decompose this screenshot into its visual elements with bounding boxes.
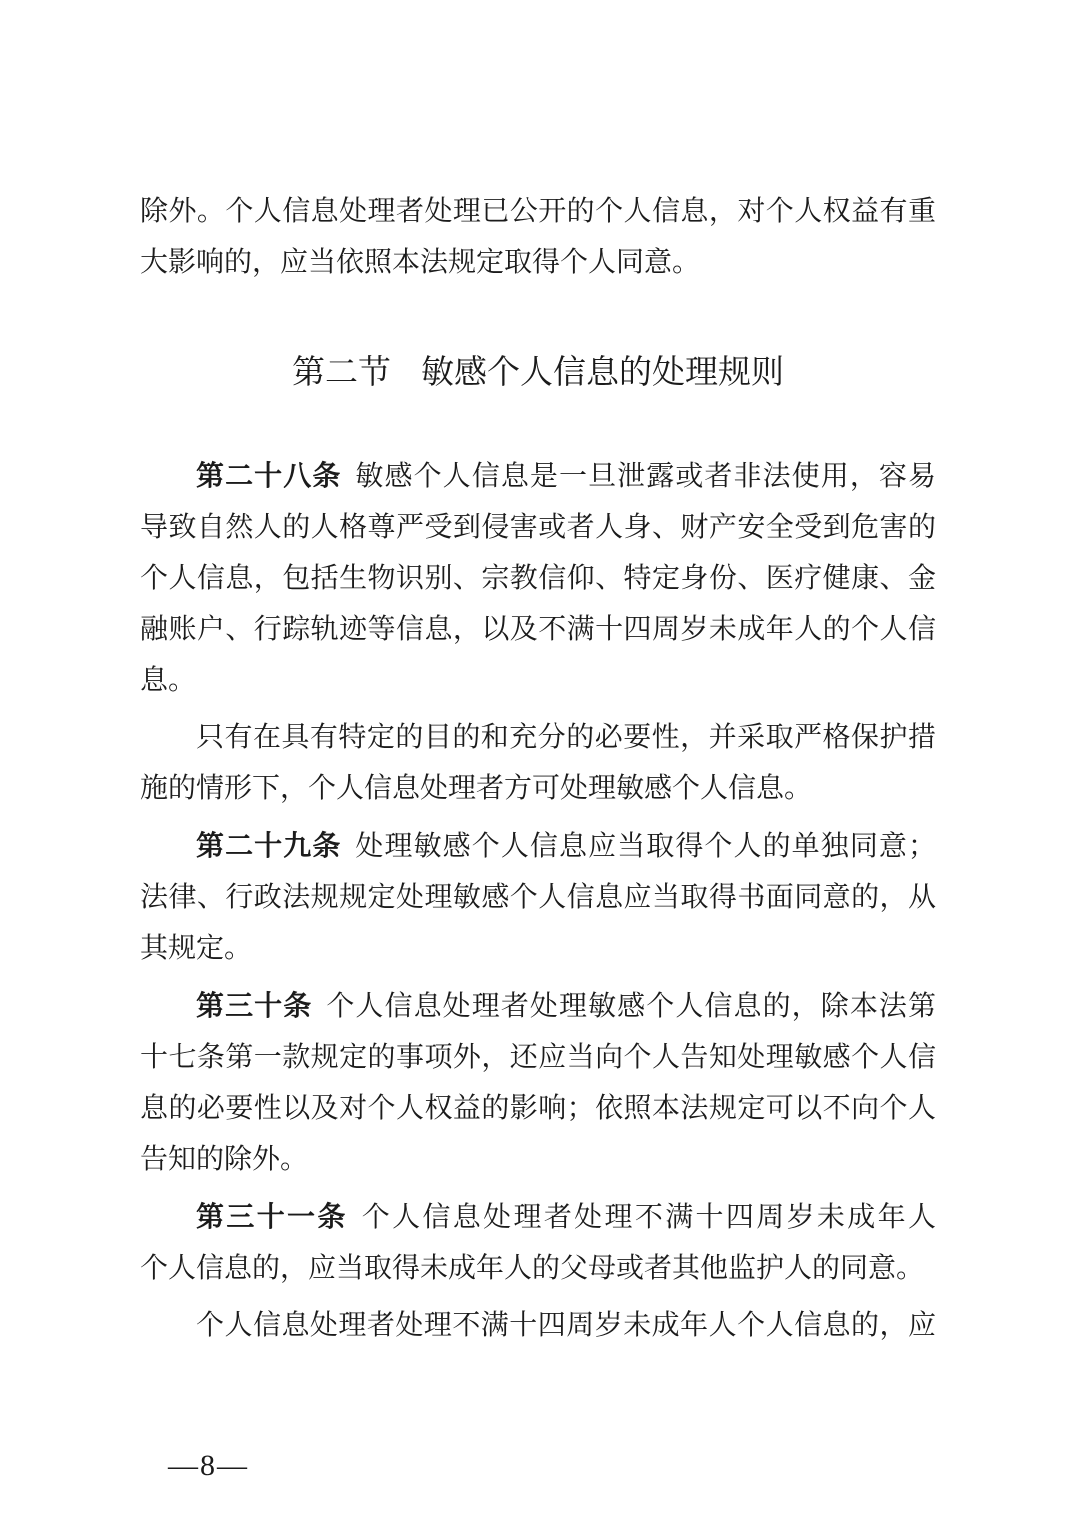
line-text: 大影响的，应当依照本法规定取得个人同意。 [140,247,701,278]
paragraph [140,1191,936,1294]
article-number: 第二十八条 [196,460,342,491]
text-line [140,502,936,553]
line-text: 十七条第一款规定的事项外，还应当向个人告知处理敏感个人信 [140,1042,936,1073]
document-content [140,186,936,1351]
line-text: 施的情形下，个人信息处理者方可处理敏感个人信息。 [140,773,813,804]
text-line [140,237,936,288]
text-line [140,820,936,872]
text-line [140,763,936,814]
section-number: 第二节 [292,355,391,391]
paragraph [140,820,936,974]
text-line [140,553,936,604]
article-number: 第三十一条 [196,1201,348,1232]
line-text: 除外。个人信息处理者处理已公开的个人信息，对个人权益有重 [140,196,936,227]
line-text: 个人信息，包括生物识别、宗教信仰、特定身份、医疗健康、金 [140,563,936,594]
line-text: 个人信息处理者处理不满十四周岁未成年人个人信息的，应 [196,1310,936,1341]
text-line [140,655,936,706]
text-line [140,604,936,655]
line-text: 融账户、行踪轨迹等信息，以及不满十四周岁未成年人的个人信 [140,614,936,645]
line-text: 息的必要性以及对个人权益的影响；依照本法规定可以不向个人 [140,1093,936,1124]
text-line [140,1243,936,1294]
section-title: 敏感个人信息的处理规则 [421,355,784,391]
text-line [140,450,936,502]
line-text: 个人信息处理者处理不满十四周岁未成年人 [361,1202,936,1233]
line-text: 个人信息处理者处理敏感个人信息的，除本法第 [326,991,936,1022]
paragraph [140,712,936,814]
line-text: 处理敏感个人信息应当取得个人的单独同意； [355,831,936,862]
text-line [140,186,936,237]
paragraph [140,186,936,288]
article-number: 第二十九条 [196,830,342,861]
paragraph [140,1300,936,1351]
text-line [140,1134,936,1185]
line-text: 导致自然人的人格尊严受到侵害或者人身、财产安全受到危害的 [140,512,936,543]
line-text: 只有在具有特定的目的和充分的必要性，并采取严格保护措 [196,722,936,753]
text-line [140,1083,936,1134]
paragraph [140,980,936,1185]
paragraph [140,450,936,706]
text-line [140,1191,936,1243]
line-text: 告知的除外。 [140,1144,309,1175]
text-line [140,980,936,1032]
text-line [140,1032,936,1083]
line-text: 法律、行政法规规定处理敏感个人信息应当取得书面同意的，从 [140,882,936,913]
line-text: 个人信息的，应当取得未成年人的父母或者其他监护人的同意。 [140,1253,925,1284]
line-text: 敏感个人信息是一旦泄露或者非法使用，容易 [355,461,936,492]
text-line [140,872,936,923]
text-line [140,712,936,763]
article-number: 第三十条 [196,990,313,1021]
page-number: —8— [168,1449,249,1482]
text-line [140,1300,936,1351]
line-text: 其规定。 [140,933,253,964]
line-text: 息。 [140,665,197,696]
section-heading [140,346,936,400]
text-line [140,923,936,974]
